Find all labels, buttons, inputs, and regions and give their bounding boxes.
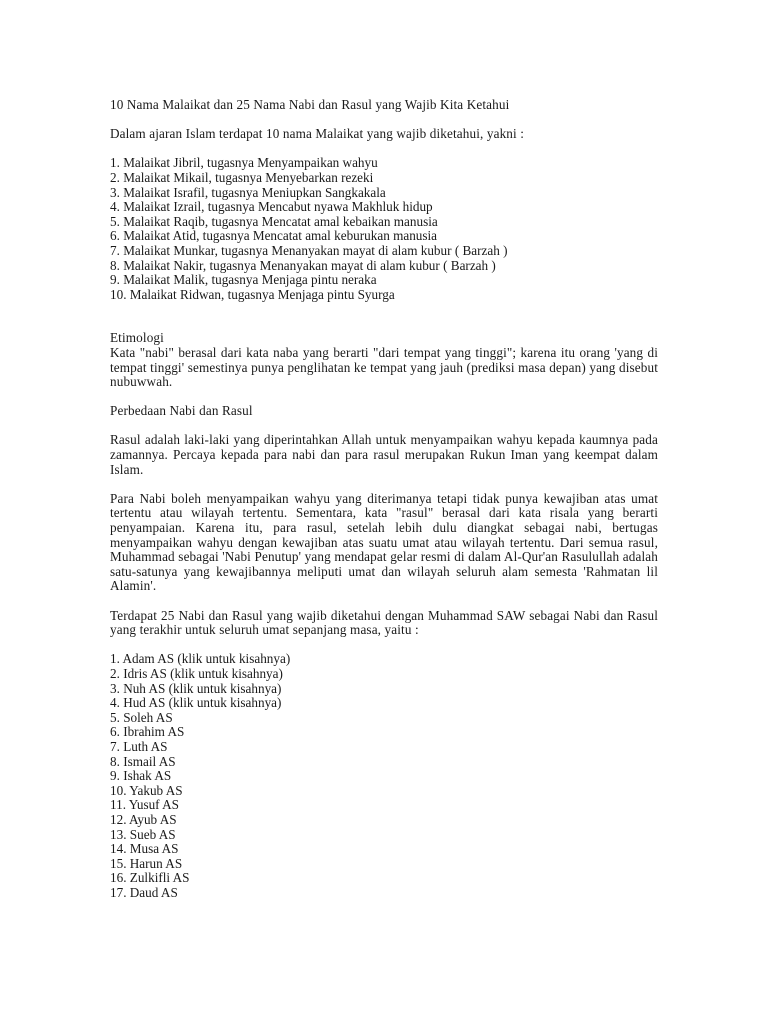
list-item: 7. Malaikat Munkar, tugasnya Menanyakan mayat di alam kubur ( Barzah ) <box>110 242 508 258</box>
page-title: 10 Nama Malaikat dan 25 Nama Nabi dan Rasul yang Wajib Kita Ketahui <box>110 97 510 112</box>
spacer <box>110 302 658 331</box>
list-item[interactable]: 3. Nuh AS (klik untuk kisahnya) <box>110 680 282 696</box>
spacer <box>110 594 658 609</box>
spacer <box>110 419 658 434</box>
list-item: 8. Malaikat Nakir, tugasnya Menanyakan mayat di alam kubur ( Barzah ) <box>110 257 496 273</box>
document-body <box>110 98 658 900</box>
list-item: 8. Ismail AS <box>110 753 176 769</box>
list-item: 17. Daud AS <box>110 884 178 900</box>
spacer <box>110 142 658 157</box>
list-item[interactable]: 4. Hud AS (klik untuk kisahnya) <box>110 695 282 711</box>
list-item: 5. Soleh AS <box>110 709 173 725</box>
intro-nabi-paragraph: Terdapat 25 Nabi dan Rasul yang wajib diketahui dengan Muhammad SAW sebagai Nabi dan Rasul yang terakhir untuk seluruh umat sepanjang masa, yaitu : <box>110 607 658 638</box>
list-item: 1. Malaikat Jibril, tugasnya Menyampaikan wahyu <box>110 155 378 171</box>
list-item: 2. Malaikat Mikail, tugasnya Menyebarkan rezeki <box>110 169 374 185</box>
nabi-list <box>110 652 658 900</box>
list-item: 11. Yusuf AS <box>110 797 179 813</box>
spacer <box>110 113 658 128</box>
list-item: 10. Malaikat Ridwan, tugasnya Menjaga pintu Syurga <box>110 286 395 302</box>
etimologi-paragraph: Kata "nabi" berasal dari kata naba yang berarti "dari tempat yang tinggi"; karena itu orang 'yang di tempat tinggi' semestinya punya penglihatan ke tempat yang jauh (prediksi masa depan) yang disebut nubuwwah. <box>110 344 658 390</box>
list-item: 16. Zulkifli AS <box>110 870 190 886</box>
perbedaan-heading: Perbedaan Nabi dan Rasul <box>110 403 253 419</box>
spacer <box>110 638 658 653</box>
list-item: 13. Sueb AS <box>110 826 176 842</box>
intro-malaikat-paragraph: Dalam ajaran Islam terdapat 10 nama Malaikat yang wajib diketahui, yakni : <box>110 126 525 142</box>
list-item: 9. Ishak AS <box>110 768 172 784</box>
list-item: 6. Malaikat Atid, tugasnya Mencatat amal keburukan manusia <box>110 228 438 244</box>
list-item: 10. Yakub AS <box>110 782 183 798</box>
spacer <box>110 477 658 492</box>
malaikat-list <box>110 156 658 302</box>
list-item: 3. Malaikat Israfil, tugasnya Meniupkan Sangkakala <box>110 184 386 200</box>
etimologi-heading: Etimologi <box>110 330 164 346</box>
list-item: 14. Musa AS <box>110 841 179 857</box>
list-item: 9. Malaikat Malik, tugasnya Menjaga pintu neraka <box>110 272 377 288</box>
perbedaan-paragraph-1: Rasul adalah laki-laki yang diperintahkan Allah untuk menyampaikan wahyu kepada kaumnya pada zamannya. Percaya kepada para nabi dan para rasul merupakan Rukun Iman yang keempat dalam Islam. <box>110 432 658 477</box>
list-item: 4. Malaikat Izrail, tugasnya Mencabut nyawa Makhluk hidup <box>110 199 433 215</box>
perbedaan-paragraph-2: Para Nabi boleh menyampaikan wahyu yang diterimanya tetapi tidak punya kewajiban atas umat tertentu atau wilayah tertentu. Sementara, kata "rasul" berasal dari kata risala yang berarti penyampaian. Karena itu, para rasul, setelah lebih dulu diangkat sebagai nabi, bertugas menyampaikan wahyu dengan kewajiban atas suatu umat atau wilayah tertentu. Dari semua rasul, Muhammad sebagai 'Nabi Penutup' yang mendapat gelar resmi di dalam Al-Qur'an Rasulullah adalah satu-satunya yang kewajibannya meliputi umat dan wilayah seluruh alam semesta 'Rahmatan lil Alamin'. <box>110 490 658 594</box>
list-item: 5. Malaikat Raqib, tugasnya Mencatat amal kebaikan manusia <box>110 213 438 229</box>
list-item[interactable]: 1. Adam AS (klik untuk kisahnya) <box>110 651 291 667</box>
list-item: 6. Ibrahim AS <box>110 724 185 740</box>
spacer <box>110 390 658 405</box>
list-item[interactable]: 2. Idris AS (klik untuk kisahnya) <box>110 665 283 681</box>
list-item: 12. Ayub AS <box>110 811 177 827</box>
list-item: 15. Harun AS <box>110 855 183 871</box>
list-item: 7. Luth AS <box>110 738 168 754</box>
